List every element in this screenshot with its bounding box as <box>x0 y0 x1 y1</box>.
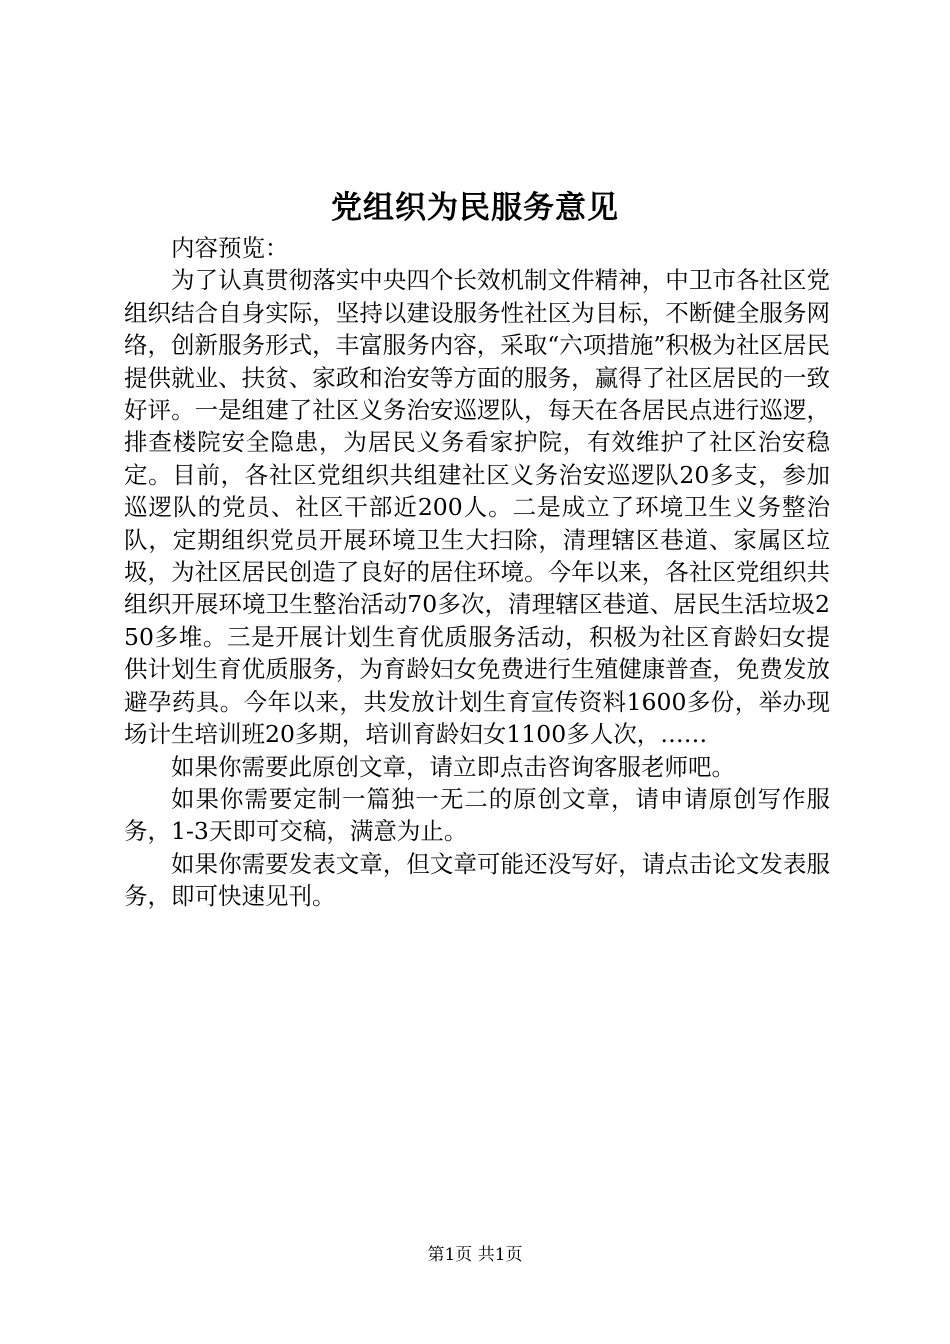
paragraph-custom: 如果你需要定制一篇独一无二的原创文章，请申请原创写作服务，1-3天即可交稿，满意为止。 <box>124 784 830 846</box>
paragraph-main: 为了认真贯彻落实中央四个长效机制文件精神，中卫市各社区党组织结合自身实际，坚持以建设服务性社区为目标，不断健全服务网络，创新服务形式，丰富服务内容，采取“六项措施”积极为社区居民提供就业、扶贫、家政和治安等方面的服务，赢得了社区居民的一致好评。一是组建了社区义务治安巡逻队，每天在各居民点进行巡逻，排查楼院安全隐患，为居民义务看家护院，有效维护了社区治安稳定。目前，各社区党组织共组建社区义务治安巡逻队20多支，参加巡逻队的党员、社区干部近200人。二是成立了环境卫生义务整治队，定期组织党员开展环境卫生大扫除，清理辖区巷道、家属区垃圾，为社区居民创造了良好的居住环境。今年以来，各社区党组织共组织开展环境卫生整治活动70多次，清理辖区巷道、居民生活垃圾250多堆。三是开展计划生育优质服务活动，积极为社区育龄妇女提供计划生育优质服务，为育龄妇女免费进行生殖健康普查，免费发放避孕药具。今年以来，共发放计划生育宣传资料1600多份，举办现场计生培训班20多期，培训育龄妇女1100多人次，…… <box>124 266 830 749</box>
paragraph-consult: 如果你需要此原创文章，请立即点击咨询客服老师吧。 <box>171 752 735 781</box>
preview-label: 内容预览： <box>171 234 289 262</box>
paragraph-publish: 如果你需要发表文章，但文章可能还没写好，请点击论文发表服务，即可快速见刊。 <box>124 849 830 911</box>
document-body <box>124 232 830 913</box>
document-title: 党组织为民服务意见 <box>331 190 619 226</box>
page-footer: 第1页 共1页 <box>427 1245 523 1265</box>
